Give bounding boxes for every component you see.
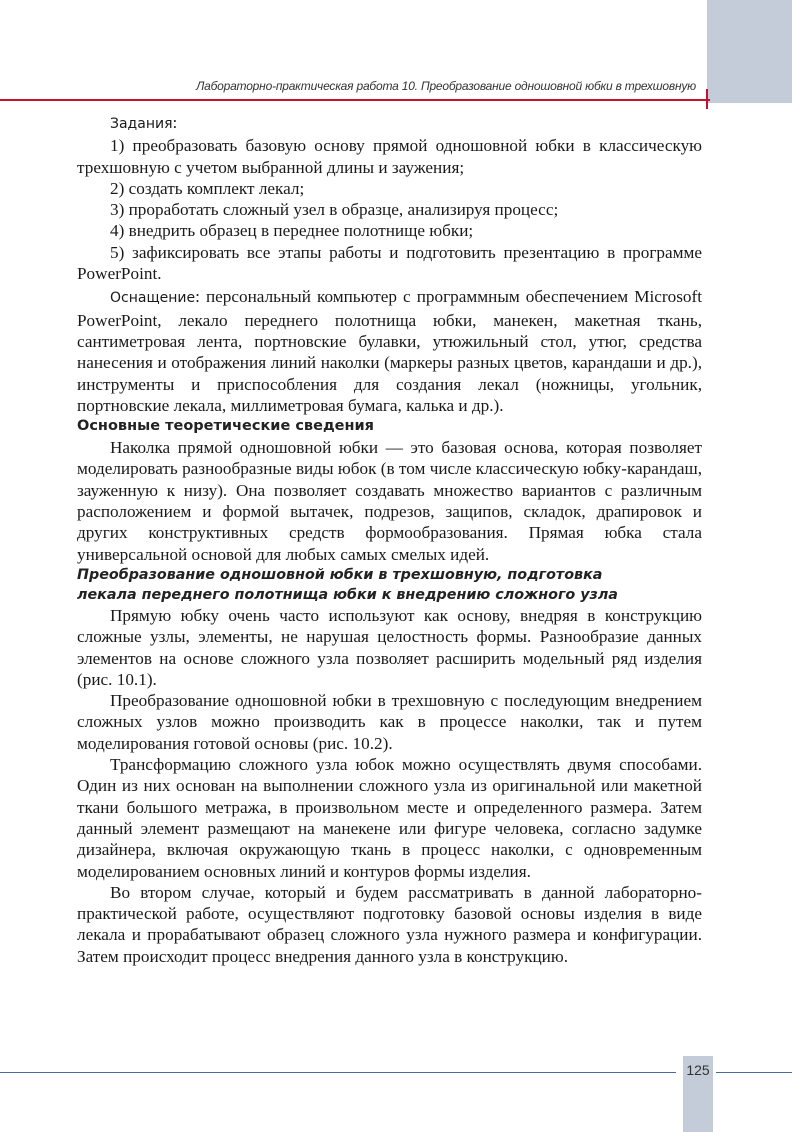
task-item-3: 3) проработать сложный узел в образце, анализируя процесс; [110,200,559,220]
section-title-line-1: Преобразование одношовной юбки в трехшовную, подготовка [77,566,603,583]
header-tick-mark [706,89,708,109]
theory-paragraph: Наколка прямой одношовной юбки — это базовая основа, которая позволяет моделировать разнообразные виды юбок (в том числе классическую юбку-карандаш, зауженную к низу). Она позволяет создавать множество вариантов с различным расположением и формой вытачек, подрезов, защипов, складок, драпировок и других конструктивных средств формообразования. Прямая юбка стала универсальной основой для любых самых смелых идей. [77,438,702,564]
page-number: 125 [686,1062,710,1078]
task-item-4: 4) внедрить образец в переднее полотнище юбки; [110,221,474,241]
paragraph-3: Трансформацию сложного узла юбок можно осуществлять двумя способами. Один из них основан на выполнении сложного узла из оригинальной или макетной ткани большого метража, в произвольном месте и определенного размера. Затем данный элемент размещают на манекене или фигуре человека, согласно задумке дизайнера, включая окружающую ткань в процесс наколки, с одновременным моделированием основных линий и контуров формы изделия. [77,755,702,881]
paragraph-4: Во втором случае, который и будем рассматривать в данной лабораторно-практической работе, осуществляют подготовку базовой основы изделия в виде лекала и прорабатывают образец сложного узла нужного размера и конфигурации. Затем происходит процесс внедрения данного узла в конструкцию. [77,882,702,966]
equipment-text: персональный компьютер с программным обеспечением Microsoft PowerPoint, лекало переднего полотнища юбки, манекен, макетная ткань, сантиметровая лента, портновские булавки, утюжильный стол, утюг, средства нанесения и отображения линий наколки (маркеры разных цветов, карандаши и др.), инструменты и приспособления для создания лекал (ножницы, угольник, портновские лекала, миллиметровая бумага, калька и др.). [77,287,702,415]
task-item-2: 2) создать комплект лекал; [110,178,305,198]
top-sidebar-block [707,0,792,103]
paragraph-1: Прямую юбку очень часто используют как основу, внедряя в конструкцию сложные узлы, элементы, не нарушая целостность формы. Разнообразие данных элементов на основе сложного узла позволяет расширить модельный ряд изделия (рис. 10.1). [77,605,702,689]
task-item-5: 5) зафиксировать все этапы работы и подготовить презентацию в программе PowerPoint. [77,242,702,284]
task-item-1: 1) преобразовать базовую основу прямой одношовной юбки в классическую трехшовную с учетом выбранной длины и заужения; [77,136,702,177]
equipment-label: Оснащение [110,290,196,307]
page-content [77,112,702,967]
paragraph-2: Преобразование одношовной юбки в трехшовную с последующим внедрением сложных узлов можно производить как в процессе наколки, так и путем моделирования готовой основы (рис. 10.2). [77,691,702,753]
footer-divider-left [0,1072,676,1073]
header-divider [0,99,710,101]
section-title-theory: Основные теоретические сведения [77,418,374,435]
equipment-paragraph: Оснащение: персональный компьютер с программным обеспечением Microsoft PowerPoint, лекало переднего полотнища юбки, манекен, макетная ткань, сантиметровая лента, портновские булавки, утюжильный стол, утюг, средства нанесения и отображения линий наколки (маркеры разных цветов, карандаши и др.), инструменты и приспособления для создания лекал (ножницы, угольник, портновские лекала, миллиметровая бумага, калька и др.). [77,287,702,415]
footer-divider-right [716,1072,792,1073]
tasks-heading: Задания: [110,113,178,132]
running-header: Лабораторно-практическая работа 10. Преобразование одношовной юбки в трехшовную [196,79,696,93]
section-title-line-2: лекала переднего полотнища юбки к внедрению сложного узла [77,586,618,603]
section-title-transform [77,565,702,605]
tasks-label: Задания [110,116,173,132]
